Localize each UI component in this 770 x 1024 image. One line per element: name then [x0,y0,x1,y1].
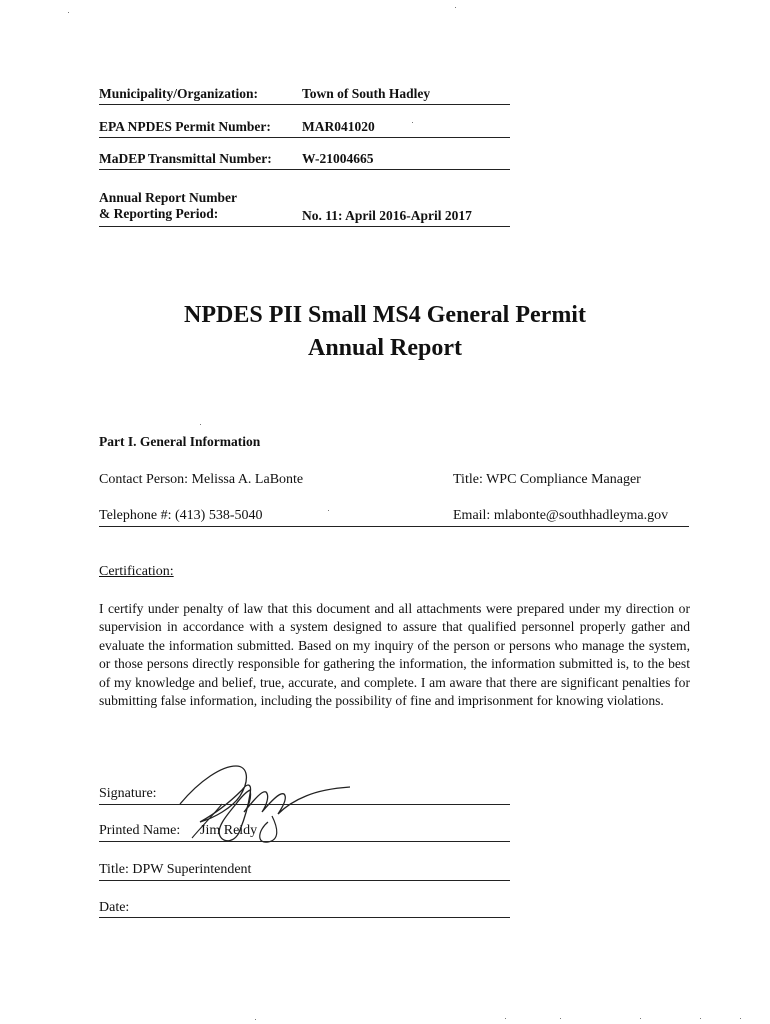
municipality-label: Municipality/Organization: [99,86,259,101]
printed-name-value: Jim Reidy [200,823,258,838]
document-title-line2: Annual Report [307,335,463,361]
signature-label: Signature: [99,786,157,801]
printed-name-label: Printed Name: [99,823,181,838]
scan-speck [412,122,413,123]
contact-person: Contact Person: Melissa A. LaBonte [99,472,304,487]
scan-speck [505,1018,506,1019]
report-number-label-line2: & Reporting Period: [99,206,219,221]
municipality-value: Town of South Hadley [302,86,431,101]
scan-speck [560,1018,561,1019]
date-label: Date: [99,900,130,915]
madep-transmittal-label: MaDEP Transmittal Number: [99,151,272,166]
scan-speck [200,424,201,425]
madep-transmittal-underline [99,169,510,170]
document-title-line1: NPDES PII Small MS4 General Permit [184,302,586,328]
scan-speck [455,7,456,8]
contact-underline [99,526,689,527]
part1-heading: Part I. General Information [99,434,261,449]
scan-speck [255,1019,256,1020]
contact-title: Title: WPC Compliance Manager [453,472,641,487]
title-underline [99,880,510,881]
scan-speck [640,1018,641,1019]
report-number-value: No. 11: April 2016-April 2017 [302,208,472,223]
report-number-label-line1: Annual Report Number [99,190,238,205]
scan-speck [700,1018,701,1019]
epa-permit-underline [99,137,510,138]
scan-speck [68,12,69,13]
signature-underline [99,804,510,805]
scan-speck [740,1018,741,1019]
epa-permit-label: EPA NPDES Permit Number: [99,119,271,134]
telephone: Telephone #: (413) 538-5040 [99,508,263,523]
epa-permit-value: MAR041020 [302,119,375,134]
certification-text: I certify under penalty of law that this document and all attachments were prepared under my direction or supervision in accordance with a system designed to assure that qualified personnel properly gather and evaluate the information submitted. Based on my inquiry of the person or persons who manage the system, or those persons directly responsible for gathering the information, the information submitted is, to the best of my knowledge and belief, true, accurate, and complete. I am aware that there are significant penalties for submitting false information, including the possibility of fine and imprisonment for knowing violations. [99,601,690,709]
certification-heading: Certification: [99,564,174,579]
date-underline [99,917,510,918]
municipality-underline [99,104,510,105]
printed-name-underline [99,841,510,842]
report-number-underline [99,226,510,227]
scan-speck [328,510,329,511]
handwritten-signature [170,760,355,845]
title-line: Title: DPW Superintendent [99,862,252,877]
madep-transmittal-value: W-21004665 [302,151,374,166]
email: Email: mlabonte@southhadleyma.gov [453,508,669,523]
